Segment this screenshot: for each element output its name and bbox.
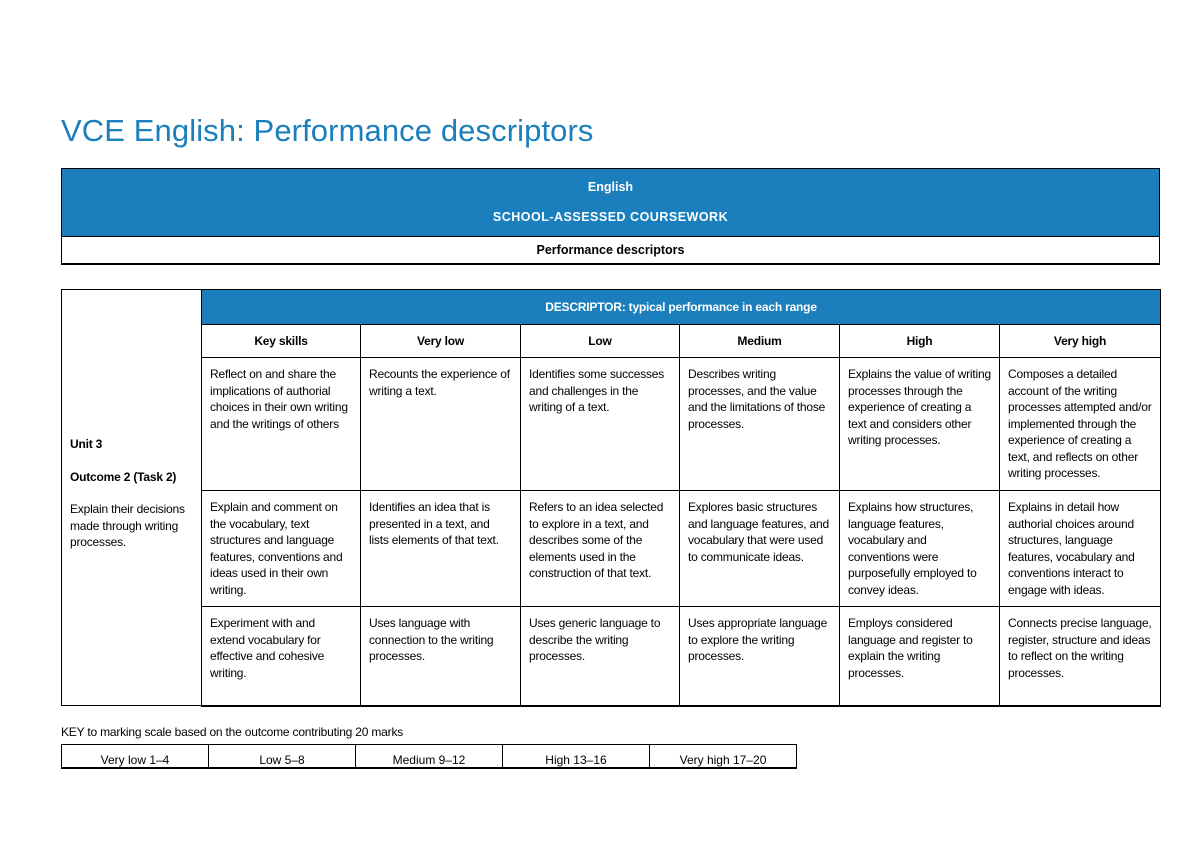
header-table [61, 168, 1160, 265]
key-very-low: Very low 1–4 [62, 745, 209, 769]
cell-key-skill: Reflect on and share the implications of authorial choices in their own writing and the writings of others [202, 358, 361, 491]
cell-medium: Explores basic structures and language features, and vocabulary that were used to communicate ideas. [680, 491, 840, 607]
col-head-key-skills: Key skills [202, 325, 361, 358]
column-header-row [62, 325, 1161, 358]
table-row [62, 491, 1161, 607]
outcome-label: Outcome 2 (Task 2) [70, 469, 177, 484]
col-head-low: Low [521, 325, 680, 358]
cell-high: Explains how structures, language features, vocabulary and conventions were purposefully employed to convey ideas. [840, 491, 1000, 607]
section-label: Performance descriptors [62, 237, 1160, 265]
assessment-label: SCHOOL-ASSESSED COURSEWORK [492, 210, 729, 224]
cell-low: Identifies some successes and challenges in the writing of a text. [521, 358, 680, 491]
key-very-high: Very high 17–20 [650, 745, 797, 769]
cell-medium: Uses appropriate language to explore the writing processes. [680, 607, 840, 706]
cell-very-low: Uses language with connection to the writing processes. [361, 607, 521, 706]
cell-key-skill: Experiment with and extend vocabulary for effective and cohesive writing. [202, 607, 361, 706]
col-head-high: High [840, 325, 1000, 358]
cell-key-skill: Explain and comment on the vocabulary, text structures and language features, conventions and ideas used in their own writing. [202, 491, 361, 607]
table-row [62, 358, 1161, 491]
table-row [62, 607, 1161, 706]
col-head-very-high: Very high [1000, 325, 1161, 358]
col-head-medium: Medium [680, 325, 840, 358]
cell-medium: Describes writing processes, and the value and the limitations of those processes. [680, 358, 840, 491]
key-label: KEY to marking scale based on the outcome contributing 20 marks [61, 725, 404, 739]
cell-very-high: Composes a detailed account of the writing processes attempted and/or implemented through the experience of creating a text, and reflects on other writing processes. [1000, 358, 1161, 491]
cell-low: Uses generic language to describe the writing processes. [521, 607, 680, 706]
col-head-very-low: Very low [361, 325, 521, 358]
page-title: VCE English: Performance descriptors [61, 113, 594, 148]
cell-very-high: Connects precise language, register, structure and ideas to reflect on the writing processes. [1000, 607, 1161, 706]
outcome-text: Explain their decisions made through writing processes. [70, 502, 185, 549]
cell-low: Refers to an idea selected to explore in a text, and describes some of the elements used in the construction of that text. [521, 491, 680, 607]
header-banner [62, 169, 1160, 237]
cell-very-high: Explains in detail how authorial choices around structures, language features, vocabulary and conventions interact to engage with ideas. [1000, 491, 1161, 607]
rubric-table [61, 289, 1161, 707]
cell-high: Explains the value of writing processes through the experience of creating a text and considers other writing processes. [840, 358, 1000, 491]
cell-very-low: Identifies an idea that is presented in a text, and lists elements of that text. [361, 491, 521, 607]
cell-very-low: Recounts the experience of writing a text. [361, 358, 521, 491]
key-high: High 13–16 [503, 745, 650, 769]
cell-high: Employs considered language and register to explain the writing processes. [840, 607, 1000, 706]
key-low: Low 5–8 [209, 745, 356, 769]
key-medium: Medium 9–12 [356, 745, 503, 769]
subject-label: English [587, 180, 634, 194]
unit-label: Unit 3 [70, 437, 103, 451]
marking-scale-key [61, 744, 797, 769]
descriptor-heading: DESCRIPTOR: typical performance in each range [202, 290, 1161, 325]
unit-outcome-cell [62, 290, 202, 706]
